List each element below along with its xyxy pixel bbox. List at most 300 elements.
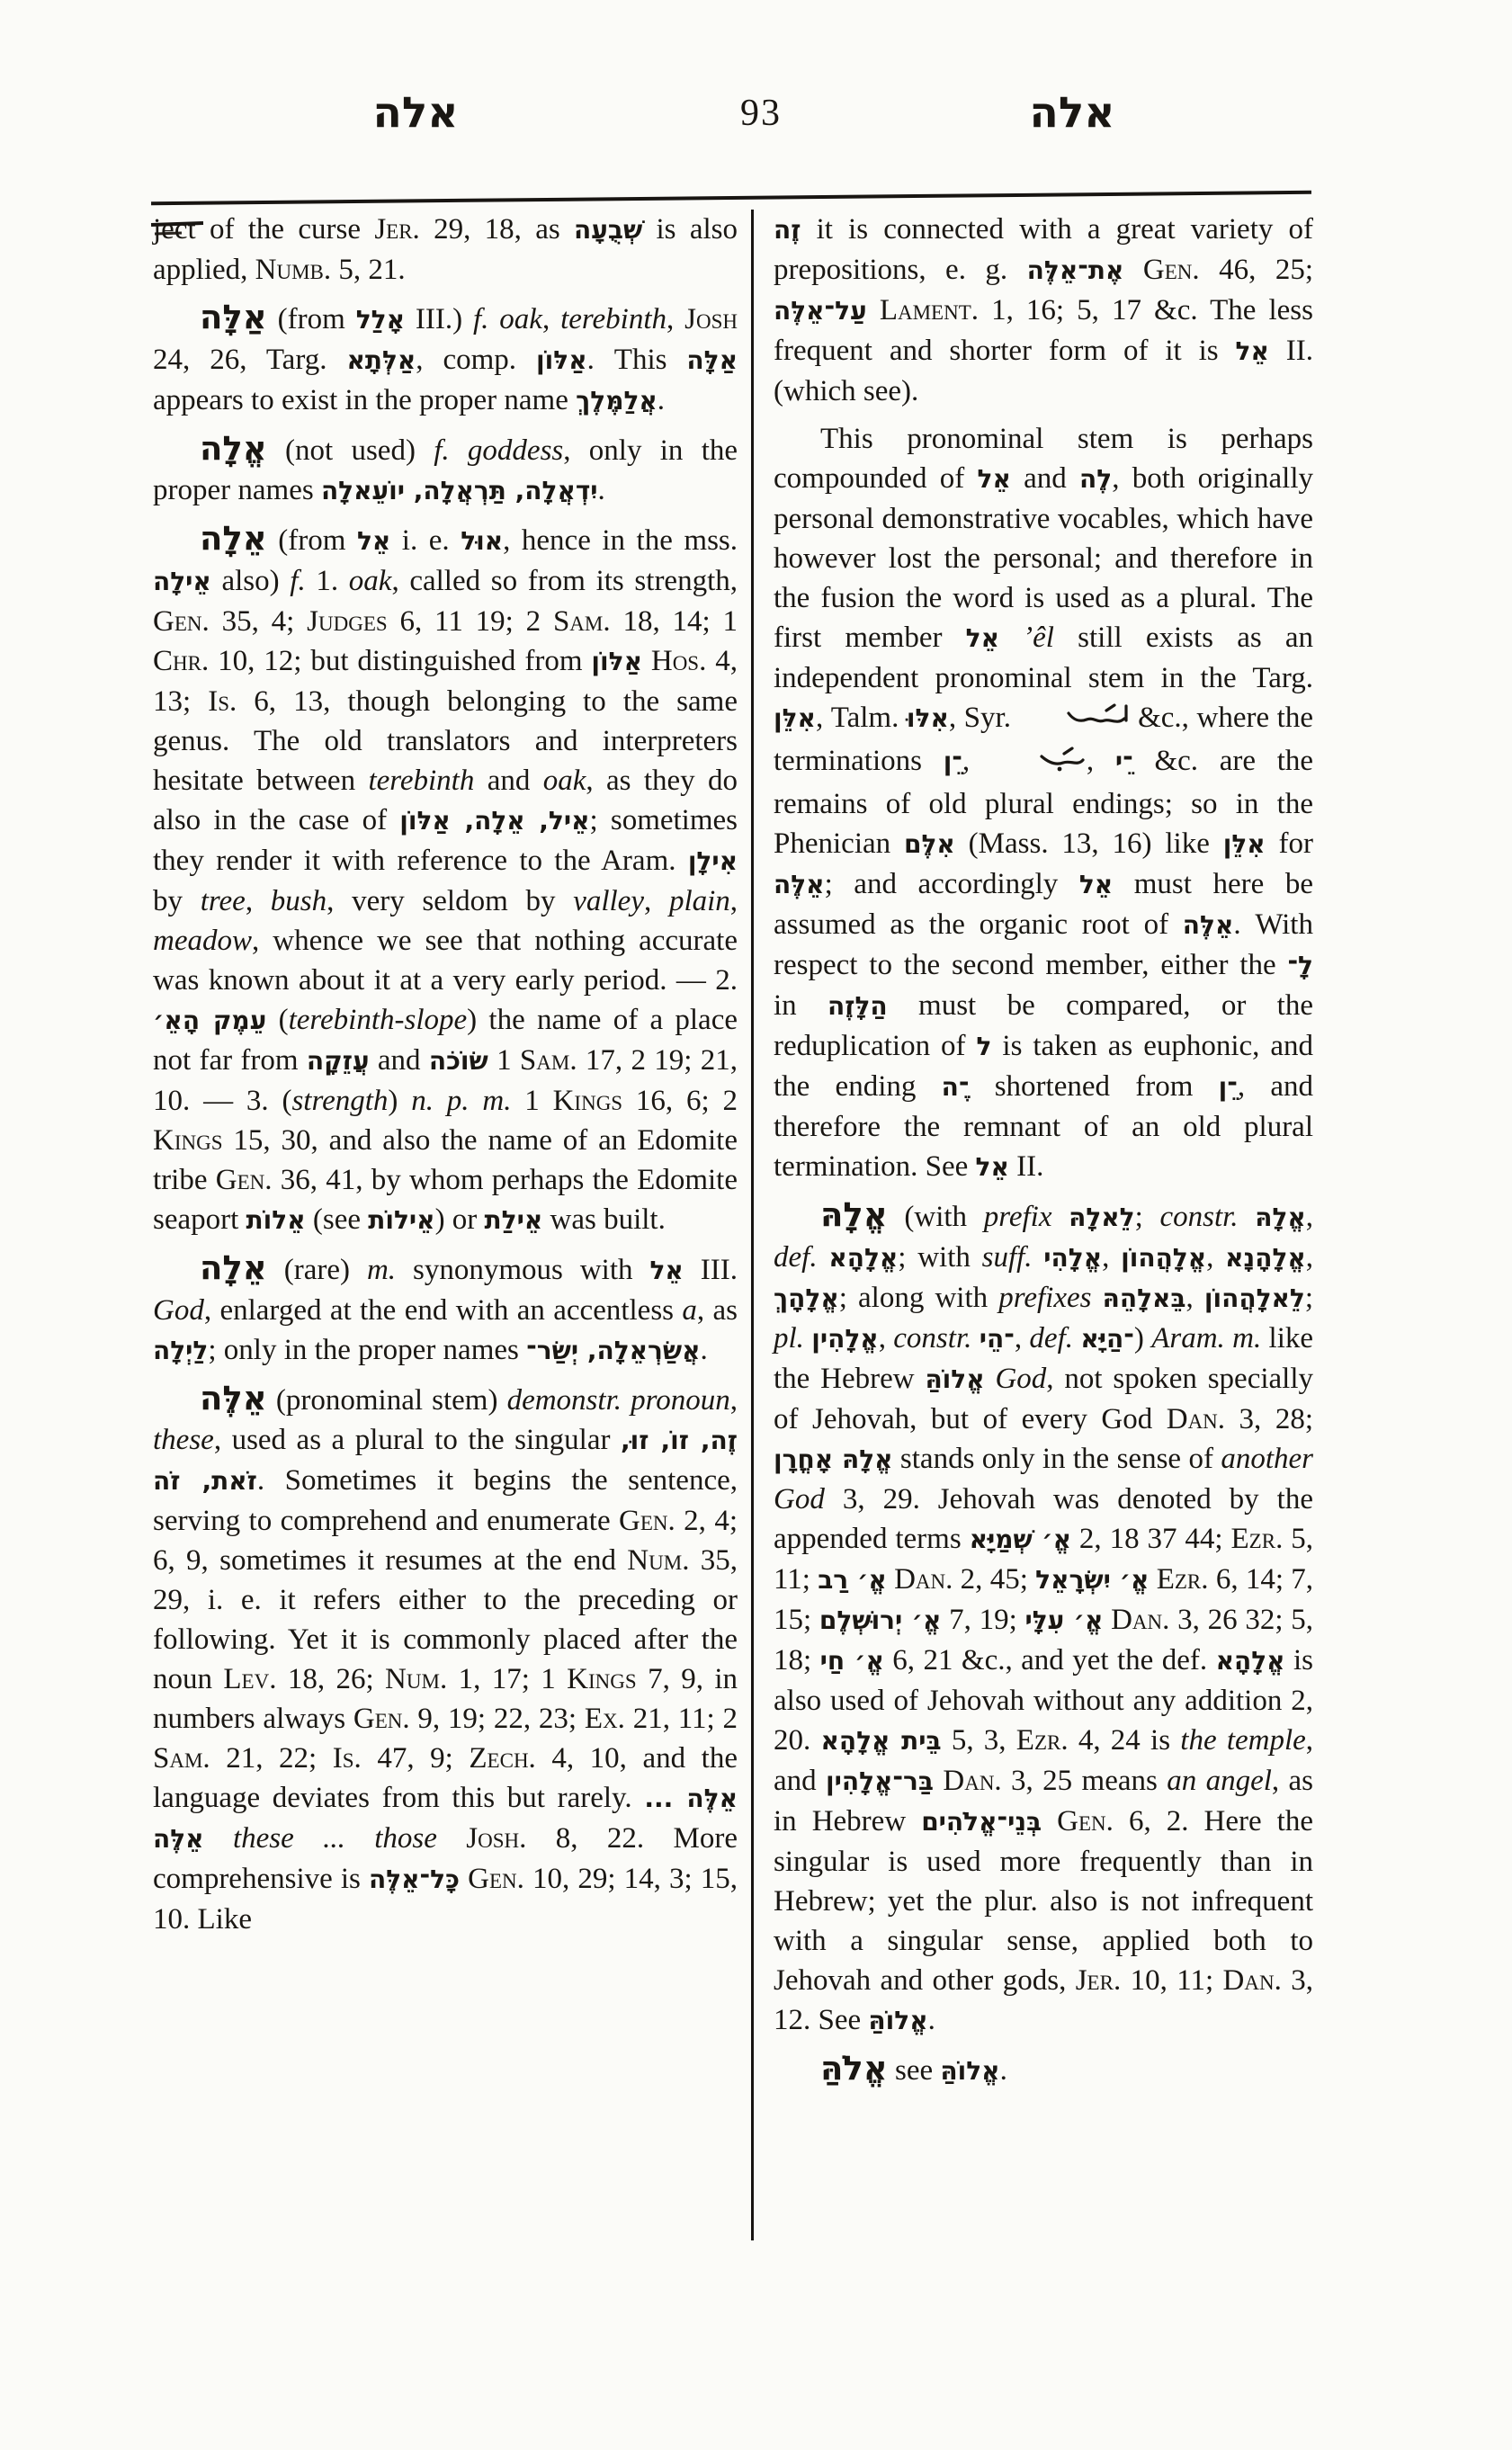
header-rule [151,191,1311,205]
text-run [887,1563,894,1596]
text-run: , very seldom by [327,885,574,917]
text-run [1033,1241,1044,1274]
hebrew-word: ל [976,1032,992,1061]
text-run: 21, 22; [210,1742,333,1775]
text-run: ject of the curse [153,213,375,246]
italic-run: f. [290,565,306,597]
hebrew-word: אֱ׳ יְרוּשְׁלֶם [819,1605,942,1635]
reference-run: Jer. [374,213,420,246]
italic-run: an angel [1167,1765,1272,1797]
text-run [971,1322,979,1355]
dictionary-paragraph [153,298,738,421]
text-run: . Sometimes it begins the sentence, serving to comprehend and enumerate [153,1464,738,1537]
italic-run: valley [573,885,644,917]
hebrew-word: ־הַיָּא [1080,1324,1134,1354]
text-run: 5, 11; [774,1523,1314,1596]
text-run: ) the name of a place not far from [153,1004,738,1077]
italic-run: oak [499,303,542,335]
text-run: 2, 18 37 44; [1070,1523,1231,1555]
hebrew-word: אֵל [965,623,999,653]
reference-run: Ezr. [1156,1563,1209,1596]
text-run: , used as a plural to the singular [213,1424,621,1456]
hebrew-word: אֲשַׂרְאֵלָה, יְשַׂר־ [526,1336,701,1365]
text-run: 9, 19; 22, 23; [409,1703,585,1735]
text-run: . [657,384,666,416]
text-run: 6, 14; 7, 15; [774,1563,1314,1636]
text-run: (with [887,1201,984,1233]
text-run: ; and accordingly [824,868,1079,900]
hebrew-word: אֵילַת [484,1205,543,1235]
reference-run: Numb. [255,254,332,286]
text-run: 17, 2 19; 21, 10. — 3. ( [153,1044,738,1117]
entry-headword: אֵלָה [200,519,267,558]
hebrew-word: לֵאלָהּ [1069,1203,1135,1232]
text-run [642,645,651,677]
hebrew-word: לָ־ [1287,951,1313,980]
italic-run: another God [774,1443,1313,1516]
text-run: shortened from [969,1070,1219,1103]
hebrew-word: אֱ׳ עִלָּי [1024,1605,1104,1635]
text-run [1042,1805,1057,1838]
entry-headword: אַלָּה [200,298,267,336]
text-run: 29, 18, as [419,213,575,246]
text-run: &c., where the terminations [774,702,1313,777]
text-run [460,1863,468,1895]
text-run: appears to exist in the proper name [153,384,577,416]
hebrew-word: אַלּוֹן [591,647,642,676]
dictionary-paragraph [774,2049,1313,2091]
hebrew-word: אֵילוֹת [368,1205,435,1235]
text-run: 2, 45; [953,1563,1036,1596]
text-run: 10, 12; but distinguished from [209,645,592,677]
reference-run: Ex. [584,1703,625,1735]
text-run: (from [266,524,357,557]
reference-run: Is. [332,1742,362,1775]
text-run: 4, 13; [153,645,738,718]
italic-run: meadow [153,925,252,957]
reference-run: Dan. [1222,1964,1282,1997]
hebrew-word: אֱלוֹהַּ [925,1364,985,1394]
text-run: , as in Hebrew [774,1765,1313,1838]
italic-run: def. [774,1241,818,1274]
text-run: , Syr. [948,702,1019,734]
italic-run: oak [542,765,586,797]
text-run: 6, 11 19; 2 [387,605,553,638]
reference-run: Dan. [1166,1403,1226,1435]
text-run: 6, 13, though belonging to the same genus. The old translators and interpreters hesitate between [153,685,738,797]
running-head-left: אלה [372,88,459,138]
hebrew-word: ־הֵי [979,1324,1015,1354]
entry-headword: אֱלֹהַּ [820,2049,888,2088]
hebrew-word: אִלּוּ [906,703,949,733]
text-run: and [1010,462,1080,495]
text-run: ) [1133,1322,1152,1355]
hebrew-word: אֱ׳ רַב [818,1565,887,1595]
hebrew-word: בְּנֵי־אֱלֹהִים [921,1807,1042,1837]
text-run [1051,1201,1069,1233]
hebrew-word: זֶה, זוֹ, זוּ, זֹאת, זֹה [153,1426,738,1496]
entry-headword: אֱלָה [200,429,267,468]
text-run: 6, 2. Here the singular is used more frequently than in Hebrew; yet the plur. also is not infrequent with a singular sense, applied both to Jehovah and other gods, [774,1805,1313,1997]
hebrew-word: אֵל [356,526,391,556]
text-run: . With respect to the second member, either the [774,908,1313,981]
text-run: ; with [898,1241,982,1274]
reference-run: Dan. [1111,1604,1170,1636]
text-run: , [729,885,738,917]
dictionary-paragraph [774,1195,1313,2041]
text-run: (from [266,303,356,335]
reference-run: Ezr. [1015,1724,1069,1757]
text-run: 21, 11; 2 [624,1703,738,1735]
text-run: 3, 28; [1225,1403,1313,1435]
hebrew-word: אֵל [1078,870,1114,899]
hebrew-word: אֵילָה [153,567,211,596]
text-run: , [729,1384,738,1417]
italic-run: plain [668,885,730,917]
text-run: 10, 11; [1121,1964,1223,1997]
hebrew-word: אֱלוֹהַּ [940,2056,1000,2086]
text-run: 4, 10, and the language deviates from this but rarely. [153,1742,738,1814]
hebrew-word: יִדְאֲלָה, תַּרְאֲלָה, יוֹעֵאלָה [320,476,598,505]
italic-run: ʼêl [1023,621,1054,654]
text-run: 3, 12. See [774,1964,1313,2036]
text-run: . [700,1334,708,1366]
text-run: (see [305,1203,369,1236]
text-run: for [1265,827,1313,860]
italic-run: terebinth-slope [288,1004,468,1036]
hebrew-word: עֵמֶק הָאֵ׳ [153,1006,267,1035]
text-run: 1, 17; 1 [447,1663,568,1695]
hebrew-word: אִלֵּן [1222,829,1266,859]
italic-run: f. [472,303,489,335]
reference-run: Gen. [215,1164,273,1196]
column-divider-rule [751,210,754,2240]
hebrew-word: אֱלָהָנָא [1225,1243,1306,1273]
hebrew-word: אֱלָהּ אָחֳרָן [774,1444,893,1474]
text-run: 24, 26, Targ. [153,344,347,376]
text-run: , [1206,1241,1226,1274]
reference-run: Gen. [619,1505,675,1537]
text-run: 2, 4; 6, 9, sometimes it resumes at the end [153,1505,738,1577]
italic-run: f. goddess [434,434,564,467]
text-run: and [369,1044,429,1077]
hebrew-word: אַלְּתָא [346,345,416,375]
hebrew-word: אֵלֶּה [774,870,825,899]
text-run: 18, 26; [276,1663,386,1695]
reference-run: Is. [208,685,237,718]
text-run: was built. [542,1203,666,1236]
text-run: is also applied, [153,213,738,286]
text-run: &c. are the remains of old plural endings; so in the Phenician [774,745,1314,860]
reference-run: Jer. [1075,1964,1122,1997]
text-run: 1. [305,565,349,597]
text-run: 5, 3, [941,1724,1016,1757]
text-run: is taken as euphonic, and the ending [774,1030,1314,1103]
hebrew-word: אִלֵּן [774,703,816,733]
text-run: , [541,303,561,335]
hebrew-word: בֵּית אֱלָהָא [820,1726,942,1756]
text-run: , [962,745,991,777]
italic-run: the temple [1180,1724,1306,1757]
entry-headword: אֵלָה [200,1248,267,1287]
text-run [1239,1201,1256,1233]
text-run: it is connected with a great variety of prepositions, e. g. [774,213,1313,286]
text-run: 16, 6; 2 [622,1085,738,1117]
italic-run: bush [270,885,327,917]
hebrew-word: עַל־אֵלֶּה [774,296,867,326]
text-run: 1 [488,1044,520,1077]
text-columns [153,210,1313,2240]
hebrew-word: לֵאלָהֲהוֹן [1203,1283,1305,1313]
page-number: 93 [740,93,782,134]
text-run: must be compared, or the reduplication of [774,989,1314,1062]
text-run: 46, 25; [1199,254,1313,286]
hebrew-word: אֱלָהִי [1043,1243,1103,1273]
italic-run: prefix [983,1201,1052,1233]
text-run [1123,254,1142,286]
text-run: stands only in the sense of [892,1443,1221,1475]
syriac-word [1019,702,1131,741]
text-run [934,1765,943,1797]
hebrew-word: אֱלָהָא [828,1243,899,1273]
italic-run: demonstr. pronoun [506,1384,730,1417]
reference-run: Josh. [466,1822,527,1855]
left-column [153,210,738,2240]
text-run: is also used of Jehovah without any addition 2, 20. [774,1644,1313,1757]
text-run: , hence in the mss. [503,524,738,557]
text-run: 36, 41, by whom perhaps the Edomite seaport [153,1164,738,1236]
reference-run: Sam. [519,1044,577,1077]
reference-run: Kings [153,1124,223,1157]
text-run: see [887,2054,941,2087]
italic-run: suff. [981,1241,1033,1274]
syriac-word [991,745,1087,784]
reference-run: Hos. [650,645,707,677]
text-run: , Talm. [815,702,907,734]
text-run [437,1822,466,1855]
text-run [999,621,1023,654]
text-run: 35, 29, i. e. it refers either to the preceding or following. Yet it is commonly placed after the noun [153,1544,738,1695]
italic-run: prefixes [998,1282,1092,1314]
text-run: must here be assumed as the organic root of [774,868,1314,941]
text-run: 10, 29; 14, 3; 15, 10. Like [153,1863,738,1936]
text-run: 3, 29. Jehovah was denoted by the appended terms [774,1483,1313,1555]
reference-run: Gen. [1057,1805,1114,1838]
hebrew-word: אוּל [461,526,504,556]
italic-run: these [153,1424,214,1456]
text-run: , not spoken specially of Jehovah, but of every God [774,1363,1314,1435]
text-run: , [1014,1322,1030,1355]
text-run: 18, 14; 1 [610,605,738,638]
hebrew-word: בַּר־אֱלָהִין [826,1766,934,1796]
reference-run: Ezr. [1230,1523,1284,1555]
hebrew-word: אֵל [1235,336,1269,366]
reference-run: Dan. [894,1563,953,1596]
dictionary-paragraph [153,1248,738,1371]
hebrew-word: אֱ׳ חַי [819,1646,884,1676]
italic-run: terebinth [560,303,667,335]
text-run: 7, 9, in numbers always [153,1663,738,1735]
text-run: synonymous with [396,1254,650,1286]
text-run [867,294,880,326]
text-run: III. [683,1254,738,1286]
italic-run: pl. [774,1322,804,1355]
text-run: , and [774,1724,1314,1797]
hebrew-word: אַלּוֹן [536,345,587,375]
text-run: ( [266,1004,289,1036]
hebrew-word: אֱלָהִין [811,1324,879,1354]
italic-run: m. [366,1254,397,1286]
text-run: ; only in the proper names [208,1334,527,1366]
reference-run: Kings [552,1085,623,1117]
text-run: by [153,885,201,917]
italic-run: God [153,1294,204,1327]
italic-run: constr. [1159,1201,1239,1233]
text-run: . [999,2054,1007,2087]
text-run: , enlarged at the end with an accentless [203,1294,683,1327]
page-header [0,77,1512,158]
text-run [1103,1604,1111,1636]
hebrew-word: אֵל [975,1152,1009,1182]
text-run: This pronominal stem is perhaps compounded of [774,423,1313,495]
text-run: 4, 24 is [1068,1724,1181,1757]
hebrew-word: זֶה [774,215,801,245]
text-run: , only in the proper names [153,434,738,506]
text-run: . This [586,344,687,376]
italic-run: n. p. m. [411,1085,512,1117]
reference-run: Gen. [153,605,210,638]
hebrew-word: אֱ׳ שְׁמַיָּא [969,1525,1071,1554]
reference-run: Gen. [1142,254,1200,286]
text-run [488,303,499,335]
reference-run: Kings [567,1663,637,1695]
text-run: 8, 22. More comprehensive is [153,1822,738,1895]
text-run: 7, 19; [941,1604,1025,1636]
text-run: , as they do also in the case of [153,765,738,836]
text-run: , [1305,1201,1314,1233]
text-run: , and therefore the remnant of an old plural termination. See [774,1070,1313,1183]
hebrew-word: אִילָן [687,846,738,876]
hebrew-word: אֵלוֹת [246,1205,306,1235]
text-run: 3, 25 means [1001,1765,1168,1797]
reference-run: Sam. [153,1742,210,1775]
hebrew-word: אָלַל [355,305,405,335]
text-run: (pronominal stem) [266,1384,507,1417]
text-run: 1, 16; 5, 17 &c. The less frequent and shorter form of it is [774,294,1313,367]
text-run: 47, 9; [361,1742,470,1775]
reference-run: Zech. [469,1742,536,1775]
text-run: , [878,1322,894,1355]
hebrew-word: ־ֵי [1114,747,1133,776]
text-run: , both originally personal demonstrative vocables, which have however lost the personal; and therefore in the fusion the word is used as a plural. The first member [774,462,1313,654]
hebrew-word: בֵּאלָהֵהּ [1102,1283,1186,1313]
reference-run: Chr. [153,645,210,677]
text-run: (Mass. 13, 16) like [954,827,1223,860]
hebrew-word: אֱלָהֲהוֹן [1121,1243,1207,1273]
dictionary-paragraph [774,210,1313,411]
text-run: (rare) [266,1254,367,1286]
text-run [1149,1563,1156,1596]
reference-run: Gen. [468,1863,524,1895]
text-run: i. e. [390,524,461,557]
italic-run: constr. [893,1322,972,1355]
hebrew-word: ־ֵן [943,747,962,776]
text-run: . [927,2004,935,2036]
text-run: , as [696,1294,738,1327]
italic-run: oak [348,565,392,597]
hebrew-word: אֵל [977,464,1011,494]
hebrew-word: אֲלַמֶּלֶךְ [576,386,658,416]
text-run: ; along with [838,1282,999,1314]
hebrew-word: אֵלֶּה [1182,910,1234,940]
hebrew-word: אֱ׳ יִשְׂרָאֵל [1035,1565,1150,1595]
dictionary-paragraph [153,519,738,1240]
dictionary-paragraph [153,429,738,511]
text-run [818,1241,829,1274]
text-run: ; sometimes they render it with reference to the Aram. [153,804,738,877]
hebrew-word: כָּל־אֵלֶּה [369,1864,460,1894]
text-run: 35, 4; [209,605,308,638]
italic-run: strength [291,1085,389,1117]
text-run: ) [388,1085,412,1117]
text-run: ; [1304,1282,1314,1314]
hebrew-word: ־ֶה [941,1072,970,1102]
text-run: like the Hebrew [774,1322,1314,1395]
text-run: , called so from its strength, [391,565,738,597]
italic-run: def. [1029,1322,1073,1355]
text-run: 15, 30, and also the name of an Edomite tribe [153,1124,738,1196]
text-run: 1 [511,1085,553,1117]
italic-run: a [682,1294,697,1327]
reference-run: Gen. [353,1703,410,1735]
hebrew-word: אֱלוֹהַּ [868,2006,928,2035]
text-run [204,1822,233,1855]
text-run: II. [1008,1150,1044,1183]
reference-run: Lament. [879,294,979,326]
running-head-right: אלה [1029,88,1115,138]
text-run: , [1305,1241,1314,1274]
reference-run: Num. [385,1663,448,1695]
reference-run: Josh [684,303,738,335]
dictionary-paragraph [774,419,1313,1187]
text-run: 3, 26 32; 5, 18; [774,1604,1314,1677]
hebrew-word: אֵל [649,1256,684,1285]
reference-run: Sam. [552,605,611,638]
hebrew-word: אֶת־אֵלֶּה [1026,255,1124,285]
text-run: still exists as an independent pronominal stem in the Targ. [774,621,1314,694]
text-run: III.) [404,303,473,335]
italic-run: tree [200,885,246,917]
text-run: II. (which see). [774,335,1313,407]
right-column [774,210,1313,2240]
text-run: , [643,885,669,917]
text-run: , [667,303,685,335]
text-run [804,1322,811,1355]
hebrew-word: אַלָּה [686,345,738,375]
reference-run: Judges [307,605,388,638]
text-run: also) [210,565,291,597]
dictionary-paragraph [153,1379,738,1939]
italic-run: terebinth [368,765,475,797]
text-run: , [245,885,271,917]
hebrew-word: לֶה [1079,464,1113,494]
dictionary-paragraph [153,210,738,290]
reference-run: Lev. [223,1663,277,1695]
italic-run: these ... those [232,1822,437,1855]
hebrew-word: אֵיל, אֵלָה, אַלּוֹן [399,806,590,836]
hebrew-word: ־ֵן [1218,1072,1238,1102]
text-run: in [774,989,828,1022]
